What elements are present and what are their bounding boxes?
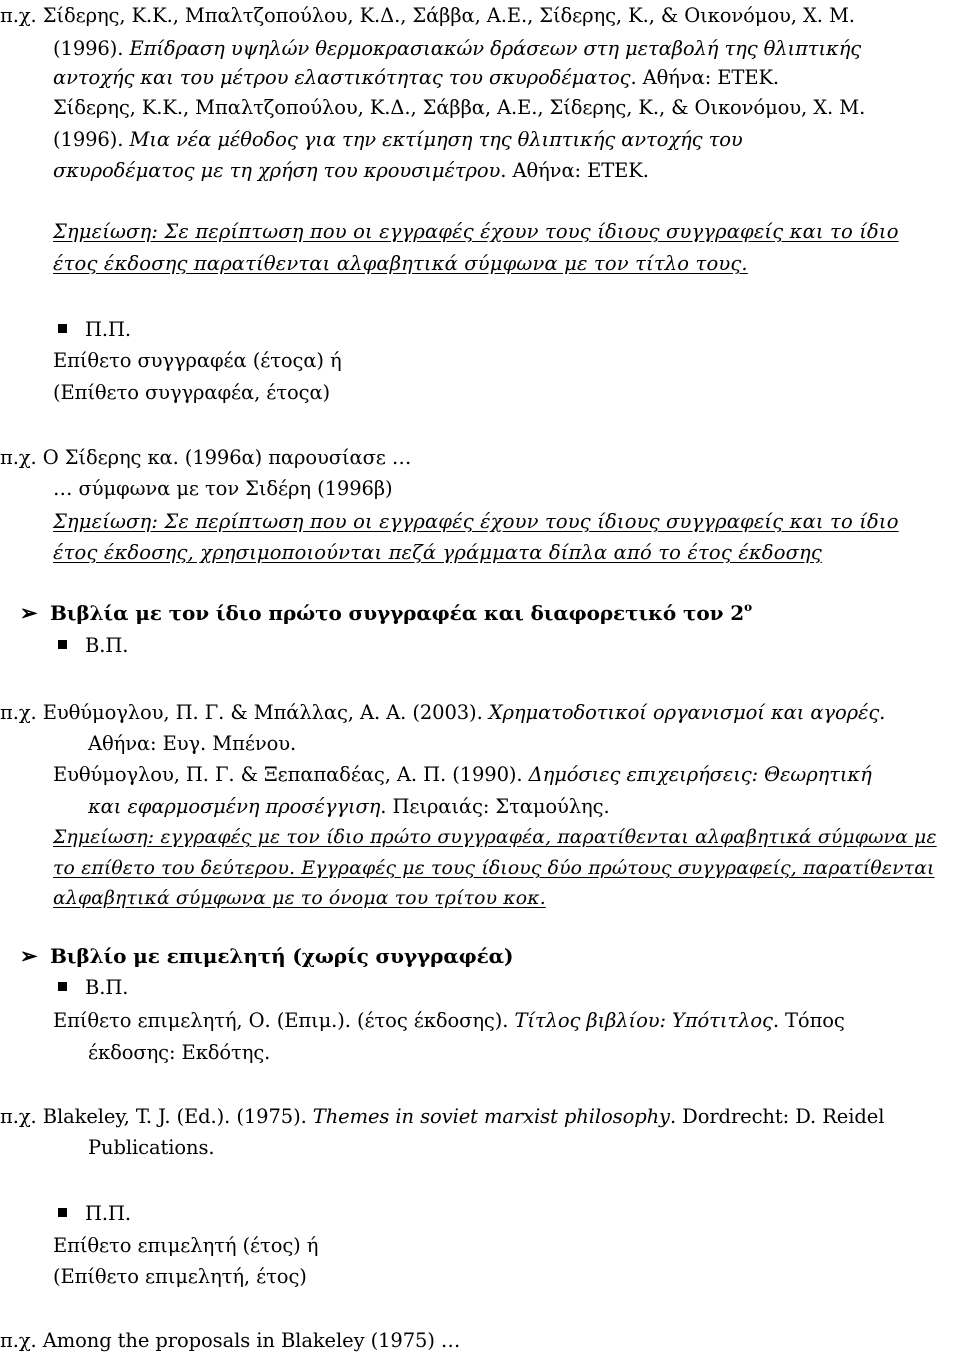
reference-format: Επίθετο επιμελητή, Ο. (Επιμ.). (έτος έκδοσης). Τίτλος βιβλίου: Υπότιτλος. Τόπος [53,1009,845,1032]
list-item: Π.Π. [58,1198,960,1230]
citation-format: (Επίθετο συγγραφέα, έτοςα) [53,381,331,404]
note-line: το επίθετο του δεύτερου. Εγγραφές με τους ίδιους δύο πρώτους συγγραφείς, παρατίθενται [53,858,935,879]
example-line: π.χ. Ο Σίδερης κα. (1996α) παρουσίασε … [0,446,412,469]
note-line: Σημείωση: Σε περίπτωση που οι εγγραφές έχουν τους ίδιους συγγραφείς και το ίδιο [53,510,899,533]
square-bullet-icon [58,1208,67,1217]
note-line: Σημείωση: Σε περίπτωση που οι εγγραφές έχουν τους ίδιους συγγραφείς και το ίδιο [53,220,899,243]
reference-line: (1996). Μια νέα μέθοδος για την εκτίμηση της θλιπτικής αντοχής του [53,128,743,151]
square-bullet-icon [58,324,67,333]
reference-line: και εφαρμοσμένη προσέγγιση. Πειραιάς: Σταμούλης. [88,795,610,818]
citation-format: Επίθετο επιμελητή (έτος) ή [53,1234,319,1257]
note-line: Σημείωση: εγγραφές με τον ίδιο πρώτο συγγραφέα, παρατίθενται αλφαβητικά σύμφωνα με [53,827,937,848]
reference-format: έκδοσης: Εκδότης. [88,1041,271,1064]
section-heading: ➢ Βιβλίο με επιμελητή (χωρίς συγγραφέα) [20,940,960,972]
reference-line: π.χ. Ευθύμογλου, Π. Γ. & Μπάλλας, Α. Α. (2003). Χρηματοδοτικοί οργανισμοί και αγορές. [0,701,886,724]
arrow-bullet-icon: ➢ [20,600,38,625]
reference-line: αντοχής και του μέτρου ελαστικότητας του σκυροδέματος. Αθήνα: ΕΤΕΚ. [53,66,780,89]
square-bullet-icon [58,640,67,649]
list-item: Β.Π. [58,972,960,1004]
example-line: … σύμφωνα με τον Σιδέρη (1996β) [53,477,393,500]
section-heading: ➢ Βιβλία με τον ίδιο πρώτο συγγραφέα και διαφορετικό τον $2^o$ [20,597,960,629]
reference-line: π.χ. Blakeley, T. J. (Ed.). (1975). Themes in soviet marxist philosophy. Dordrecht: D. Reidel [0,1105,885,1128]
square-bullet-icon [58,982,67,991]
reference-line: (1996). Επίδραση υψηλών θερμοκρασιακών δράσεων στη μεταβολή της θλιπτικής [53,37,862,60]
arrow-bullet-icon: ➢ [20,943,38,968]
reference-line: π.χ. Σίδερης, Κ.Κ., Μπαλτζοπούλου, Κ.Δ., Σάββα, Α.Ε., Σίδερης, Κ., & Οικονόμου, Χ. Μ. [0,4,855,27]
reference-line: Σίδερης, Κ.Κ., Μπαλτζοπούλου, Κ.Δ., Σάββα, Α.Ε., Σίδερης, Κ., & Οικονόμου, Χ. Μ. [53,96,866,119]
list-item: Π.Π. [58,314,960,346]
note-line: έτος έκδοσης παρατίθενται αλφαβητικά σύμφωνα με τον τίτλο τους. [53,252,748,275]
example-line: π.χ. Among the proposals in Blakeley (1975) … [0,1329,461,1352]
reference-line: Ευθύμογλου, Π. Γ. & Ξεπαπαδέας, Α. Π. (1990). Δημόσιες επιχειρήσεις: Θεωρητική [53,763,872,786]
citation-format: (Επίθετο επιμελητή, έτος) [53,1265,307,1288]
list-item: Β.Π. [58,630,960,662]
reference-line: Publications. [88,1136,215,1159]
note-line: αλφαβητικά σύμφωνα με το όνομα του τρίτου κοκ. [53,888,546,909]
reference-line: σκυροδέματος με τη χρήση του κρουσιμέτρου. Αθήνα: ΕΤΕΚ. [53,159,649,182]
reference-line: Αθήνα: Ευγ. Μπένου. [88,732,297,755]
note-line: έτος έκδοσης, χρησιμοποιούνται πεζά γράμματα δίπλα από το έτος έκδοσης [53,541,822,564]
citation-format: Επίθετο συγγραφέα (έτοςα) ή [53,349,342,372]
